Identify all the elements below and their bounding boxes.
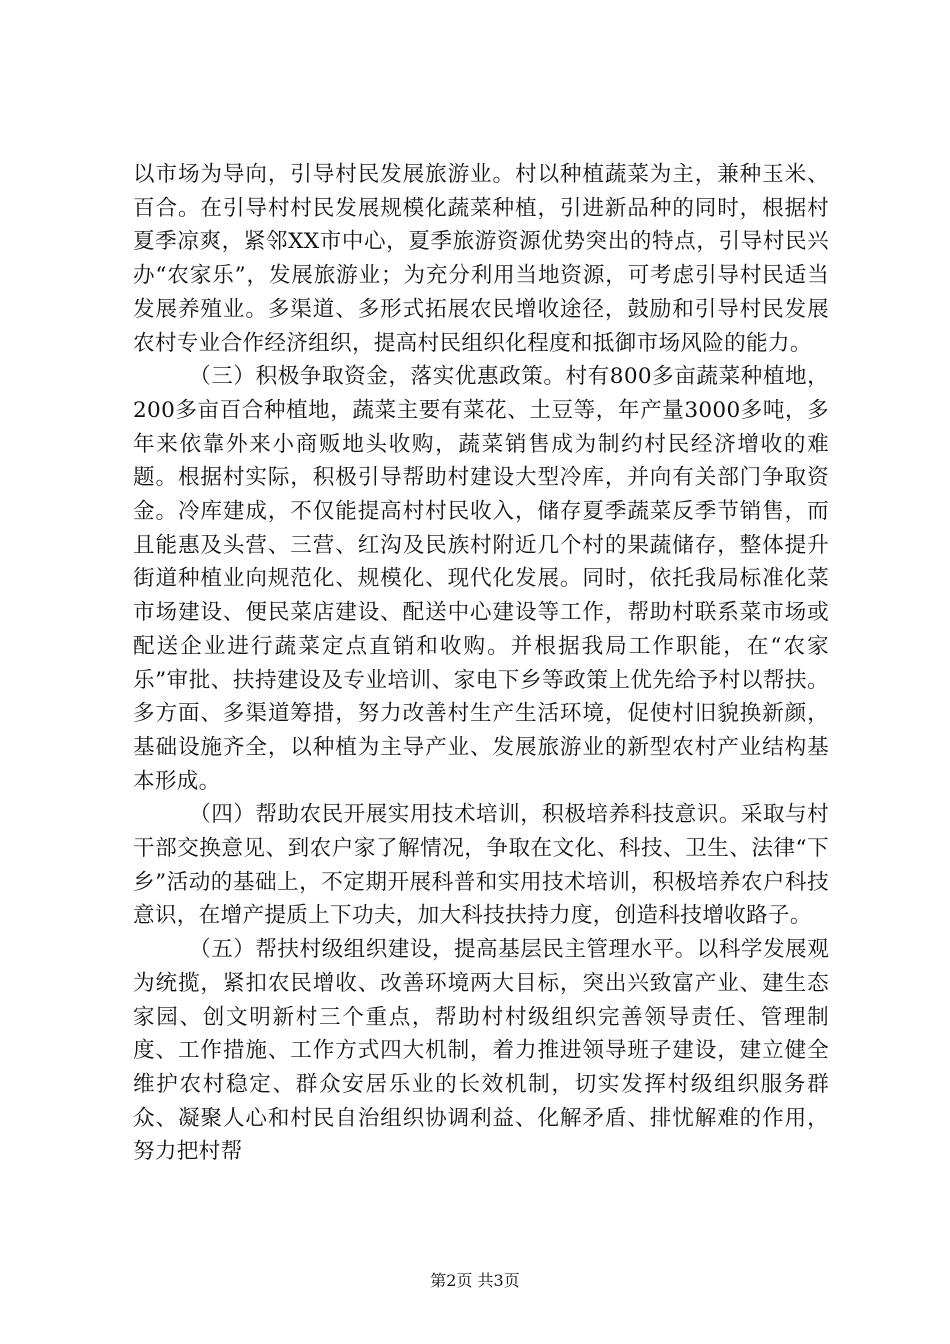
paragraph-continuation: 以市场为导向，引导村民发展旅游业。村以种植蔬菜为主，兼种玉米、百合。在引导村村民发展规模化蔬菜种植，引进新品种的同时，根据村夏季凉爽，紧邻XX市中心，夏季旅游资源优势突出的特点，引导村民兴办“农家乐”，发展旅游业；为充分利用当地资源，可考虑引导村民适当发展养殖业。多渠道、多形式拓展农民增收途径，鼓励和引导村民发展农村专业合作经济组织，提高村民组织化程度和抵御市场风险的能力。	[133, 162, 829, 356]
paragraph-section-5: （五）帮扶村级组织建设，提高基层民主管理水平。以科学发展观为统揽，紧扣农民增收、改善环境两大目标，突出兴致富产业、建生态家园、创文明新村三个重点，帮助村村级组织完善领导责任、管理制度、工作措施、工作方式四大机制，着力推进领导班子建设，建立健全维护农村稳定、群众安居乐业的长效机制，切实发挥村级组织服务群众、凝聚人心和村民自治组织协调利益、化解矛盾、排忧解难的作用，努力把村帮	[133, 937, 829, 1165]
paragraph-section-3: （三）积极争取资金，落实优惠政策。村有800多亩蔬菜种植地，200多亩百合种植地，蔬菜主要有菜花、土豆等，年产量3000多吨，多年来依靠外来小商贩地头收购，蔬菜销售成为制约村民经济增收的难题。根据村实际，积极引导帮助村建设大型冷库，并向有关部门争取资金。冷库建成，不仅能提高村村民收入，储存夏季蔬菜反季节销售，而且能惠及头营、三营、红沟及民族村附近几个村的果蔬储存，整体提升街道种植业向规范化、规模化、现代化发展。同时，依托我局标准化菜市场建设、便民菜店建设、配送中心建设等工作，帮助村联系菜市场或配送企业进行蔬菜定点直销和收购。并根据我局工作职能，在“农家乐”审批、扶持建设及专业培训、家电下乡等政策上优先给予村以帮扶。多方面、多渠道筹措，努力改善村生产生活环境，促使村旧貌换新颜，基础设施齐全，以种植为主导产业、发展旅游业的新型农村产业结构基本形成。	[133, 364, 829, 794]
document-body	[133, 158, 829, 1169]
paragraph-section-4: （四）帮助农民开展实用技术培训，积极培养科技意识。采取与村干部交换意见、到农户家了解情况，争取在文化、科技、卫生、法律“下乡”活动的基础上，不定期开展科普和实用技术培训，积极培养农户科技意识，在增产提质上下功夫，加大科技扶持力度，创造科技增收路子。	[133, 802, 829, 929]
page-footer: 第2页 共3页	[430, 1271, 520, 1290]
